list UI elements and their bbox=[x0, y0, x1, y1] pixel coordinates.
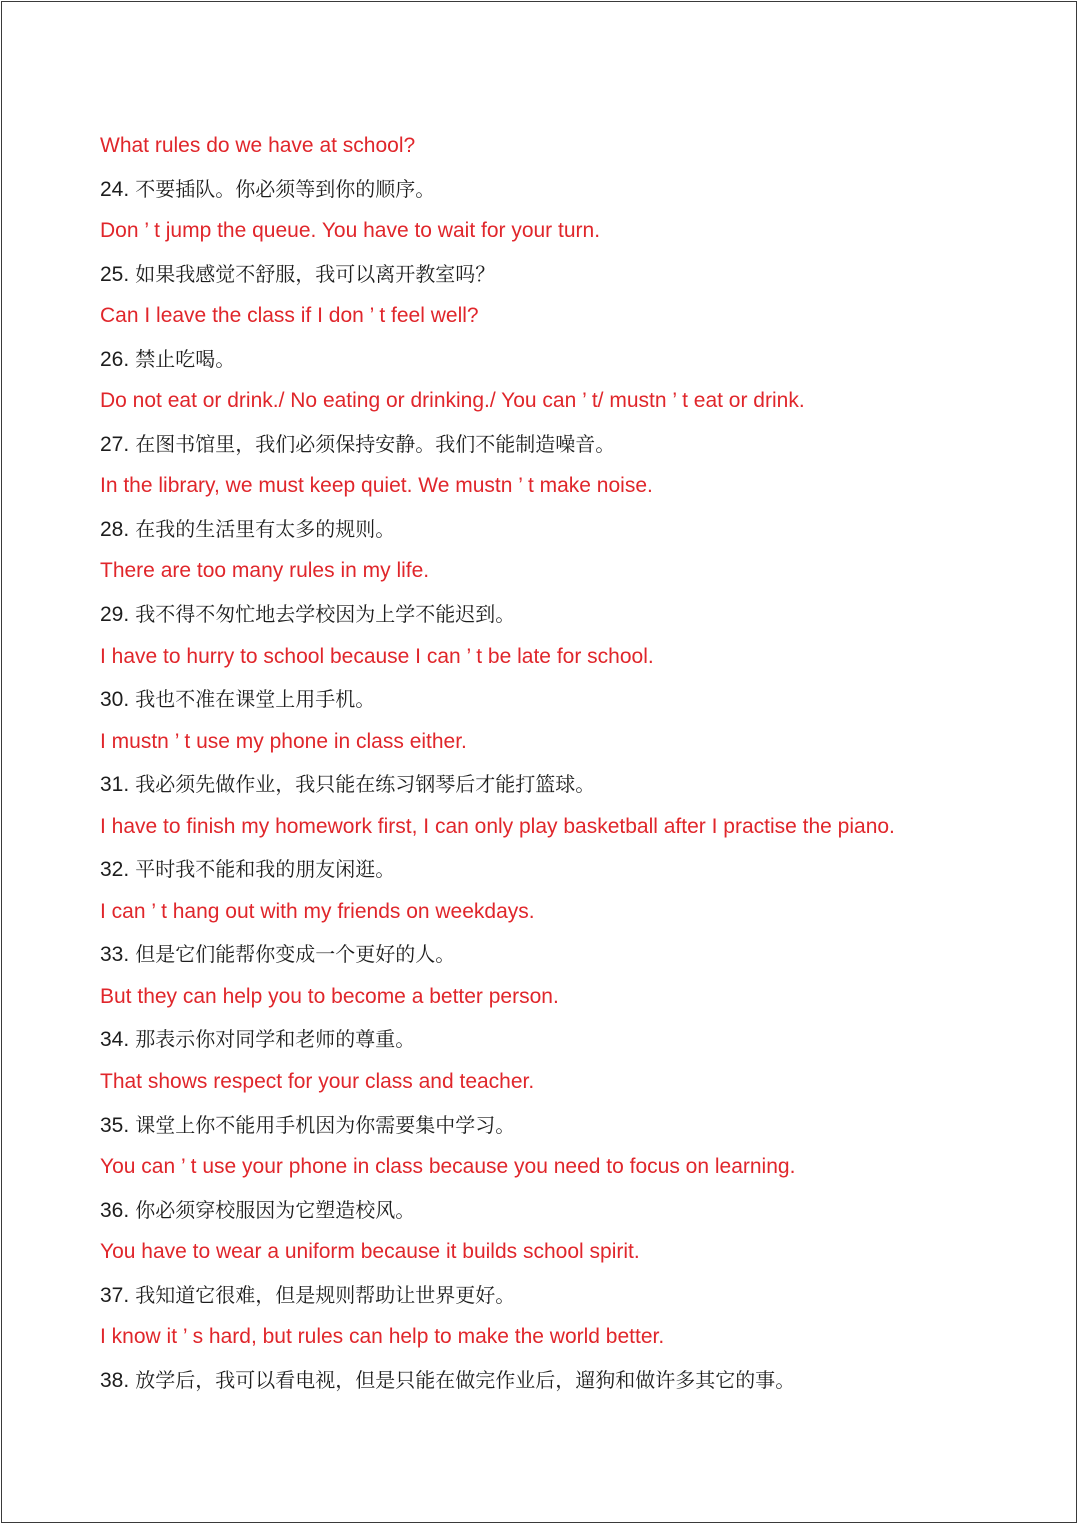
english-translation: There are too many rules in my life. bbox=[100, 559, 430, 583]
chinese-text: 你必须穿校服因为它塑造校风。 bbox=[135, 1197, 416, 1222]
list-item bbox=[100, 1359, 1000, 1444]
section-heading: What rules do we have at school? bbox=[100, 134, 416, 157]
chinese-text: 但是它们能帮你变成一个更好的人。 bbox=[135, 942, 456, 967]
list-item bbox=[100, 763, 1000, 848]
item-number: 30. bbox=[100, 688, 130, 712]
chinese-sentence bbox=[100, 933, 1000, 976]
item-number: 28. bbox=[100, 517, 130, 541]
english-translation: Do not eat or drink./ No eating or drinking./ You can ’ t/ mustn ’ t eat or drink. bbox=[100, 389, 805, 413]
english-translation: I have to finish my homework first, I can only play basketball after I practise the piano. bbox=[100, 814, 895, 838]
list-item bbox=[100, 1189, 1000, 1274]
list-item bbox=[100, 508, 1000, 593]
chinese-sentence bbox=[100, 508, 1000, 551]
list-item bbox=[100, 168, 1000, 253]
document-body bbox=[100, 125, 1000, 1444]
list-item bbox=[100, 338, 1000, 423]
item-number: 24. bbox=[100, 177, 130, 201]
english-translation bbox=[100, 1401, 1000, 1444]
chinese-sentence bbox=[100, 423, 1000, 466]
chinese-sentence bbox=[100, 338, 1000, 381]
list-item bbox=[100, 593, 1000, 678]
page bbox=[1, 1, 1077, 1523]
chinese-text: 如果我感觉不舒服，我可以离开教室吗？ bbox=[135, 261, 496, 286]
english-translation: I can ’ t hang out with my friends on weekdays. bbox=[100, 899, 535, 923]
chinese-sentence bbox=[100, 168, 1000, 211]
chinese-sentence bbox=[100, 253, 1000, 296]
chinese-text: 平时我不能和我的朋友闲逛。 bbox=[135, 857, 396, 882]
list-item bbox=[100, 933, 1000, 1018]
chinese-sentence bbox=[100, 1018, 1000, 1061]
english-translation: Can I leave the class if I don ’ t feel well? bbox=[100, 304, 479, 328]
item-number: 31. bbox=[100, 773, 130, 797]
chinese-sentence bbox=[100, 848, 1000, 891]
item-number: 33. bbox=[100, 943, 130, 967]
english-translation: But they can help you to become a better person. bbox=[100, 984, 559, 1008]
item-number: 32. bbox=[100, 858, 130, 882]
chinese-text: 课堂上你不能用手机因为你需要集中学习。 bbox=[135, 1112, 516, 1137]
chinese-text: 在图书馆里，我们必须保持安静。我们不能制造噪音。 bbox=[135, 431, 616, 456]
item-number: 29. bbox=[100, 603, 130, 627]
chinese-text: 禁止吃喝。 bbox=[135, 346, 236, 371]
chinese-sentence bbox=[100, 763, 1000, 806]
item-number: 36. bbox=[100, 1198, 130, 1222]
chinese-sentence bbox=[100, 1274, 1000, 1317]
item-number: 35. bbox=[100, 1113, 130, 1137]
english-translation: You can ’ t use your phone in class because you need to focus on learning. bbox=[100, 1155, 796, 1179]
english-translation: I know it ’ s hard, but rules can help to make the world better. bbox=[100, 1325, 665, 1349]
list-item bbox=[100, 423, 1000, 508]
list-item bbox=[100, 1104, 1000, 1189]
list-item bbox=[100, 1018, 1000, 1103]
chinese-text: 放学后，我可以看电视，但是只能在做完作业后，遛狗和做许多其它的事。 bbox=[135, 1367, 796, 1392]
chinese-text: 那表示你对同学和老师的尊重。 bbox=[135, 1027, 416, 1052]
english-translation: Don ’ t jump the queue. You have to wait for your turn. bbox=[100, 219, 601, 243]
chinese-text: 我不得不匆忙地去学校因为上学不能迟到。 bbox=[135, 602, 516, 627]
item-number: 34. bbox=[100, 1028, 130, 1052]
item-number: 26. bbox=[100, 347, 130, 371]
english-translation: That shows respect for your class and teacher. bbox=[100, 1070, 535, 1094]
chinese-text: 我也不准在课堂上用手机。 bbox=[135, 687, 376, 712]
chinese-sentence bbox=[100, 678, 1000, 721]
item-number: 38. bbox=[100, 1368, 130, 1392]
english-translation: You have to wear a uniform because it builds school spirit. bbox=[100, 1240, 640, 1264]
list-item bbox=[100, 253, 1000, 338]
english-translation: I mustn ’ t use my phone in class either. bbox=[100, 729, 467, 753]
chinese-text: 不要插队。你必须等到你的顺序。 bbox=[135, 176, 436, 201]
list-item bbox=[100, 678, 1000, 763]
chinese-text: 在我的生活里有太多的规则。 bbox=[135, 516, 396, 541]
item-number: 27. bbox=[100, 432, 130, 456]
list-item bbox=[100, 848, 1000, 933]
chinese-text: 我知道它很难，但是规则帮助让世界更好。 bbox=[135, 1282, 516, 1307]
chinese-text: 我必须先做作业，我只能在练习钢琴后才能打篮球。 bbox=[135, 772, 596, 797]
item-number: 37. bbox=[100, 1283, 130, 1307]
item-number: 25. bbox=[100, 262, 130, 286]
chinese-sentence bbox=[100, 1359, 1000, 1402]
list-item bbox=[100, 1274, 1000, 1359]
chinese-sentence bbox=[100, 593, 1000, 636]
english-translation: I have to hurry to school because I can ’ t be late for school. bbox=[100, 644, 654, 668]
english-translation: In the library, we must keep quiet. We mustn ’ t make noise. bbox=[100, 474, 653, 498]
chinese-sentence bbox=[100, 1104, 1000, 1147]
chinese-sentence bbox=[100, 1189, 1000, 1232]
